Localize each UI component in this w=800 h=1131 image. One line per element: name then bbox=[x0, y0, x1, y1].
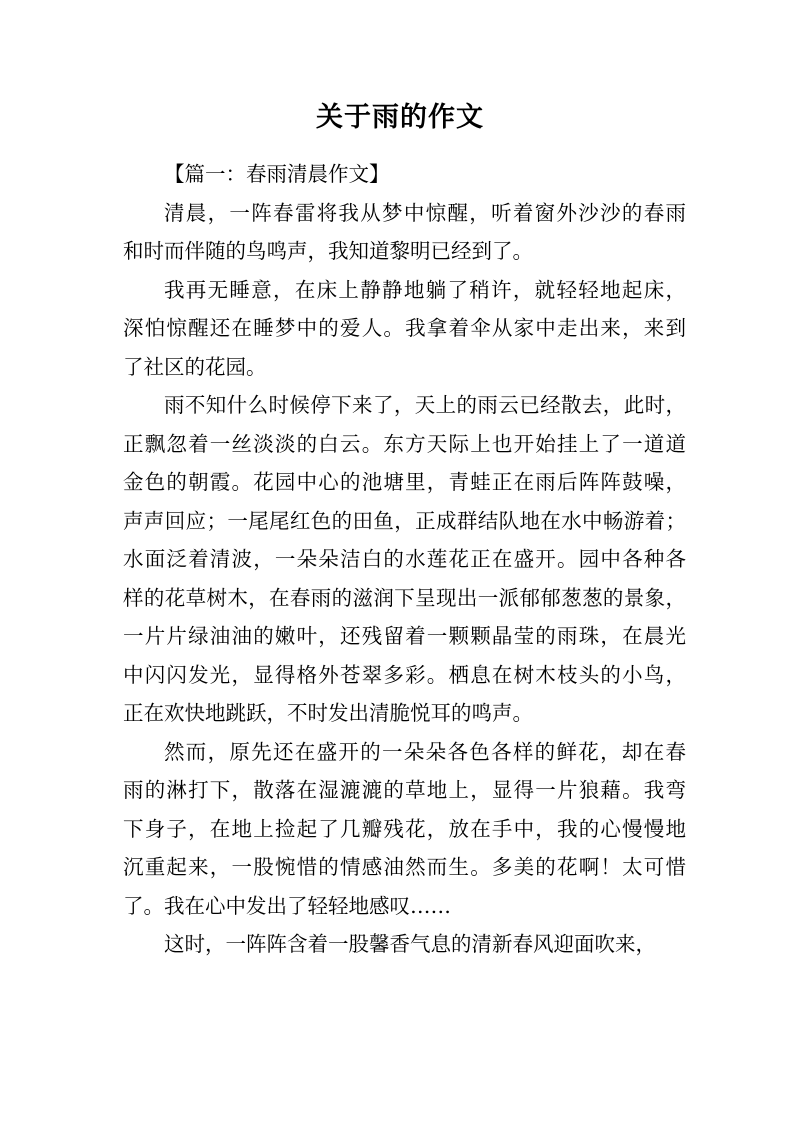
paragraph-line: 样的花草树木，在春雨的滋润下呈现出一派郁郁葱葱的景象， bbox=[123, 585, 686, 610]
paragraph-line: 我再无睡意，在床上静静地躺了稍许，就轻轻地起床， bbox=[164, 277, 686, 302]
paragraph-line: 雨不知什么时候停下来了，天上的雨云已经散去，此时， bbox=[164, 393, 686, 417]
section-heading: 【篇一：春雨清晨作文】 bbox=[164, 162, 390, 186]
paragraph-4 bbox=[123, 733, 686, 926]
paragraph-line: 一片片绿油油的嫩叶，还残留着一颗颗晶莹的雨珠，在晨光 bbox=[123, 624, 686, 648]
document-title: 关于雨的作文 bbox=[316, 102, 484, 133]
paragraph-1 bbox=[123, 194, 686, 271]
paragraph-line: 中闪闪发光，显得格外苍翠多彩。栖息在树木枝头的小鸟， bbox=[123, 662, 686, 687]
paragraph-5 bbox=[123, 925, 686, 964]
paragraph-line: 正飘忽着一丝淡淡的白云。东方天际上也开始挂上了一道道 bbox=[123, 431, 686, 456]
paragraph-line: 沉重起来，一股惋惜的情感油然而生。多美的花啊！太可惜 bbox=[123, 855, 686, 879]
paragraph-line: 和时而伴随的鸟鸣声，我知道黎明已经到了。 bbox=[123, 239, 533, 263]
paragraph-line: 了社区的花园。 bbox=[123, 354, 267, 379]
paragraph-line: 然而，原先还在盛开的一朵朵各色各样的鲜花，却在春 bbox=[164, 739, 686, 764]
paragraph-line: 雨的淋打下，散落在湿漉漉的草地上，显得一片狼藉。我弯 bbox=[123, 778, 686, 802]
paragraph-line: 了。我在心中发出了轻轻地感叹…… bbox=[123, 893, 451, 918]
paragraph-line: 下身子，在地上捡起了几瓣残花，放在手中，我的心慢慢地 bbox=[123, 816, 686, 841]
paragraph-3 bbox=[123, 386, 686, 733]
paragraph-line: 金色的朝霞。花园中心的池塘里，青蛙正在雨后阵阵鼓噪， bbox=[123, 470, 686, 494]
paragraph-line: 正在欢快地跳跃，不时发出清脆悦耳的鸣声。 bbox=[123, 701, 533, 725]
paragraph-line: 清晨，一阵春雷将我从梦中惊醒，听着窗外沙沙的春雨 bbox=[164, 200, 686, 225]
paragraph-line: 声声回应；一尾尾红色的田鱼，正成群结队地在水中畅游着； bbox=[123, 508, 686, 533]
paragraph-line: 深怕惊醒还在睡梦中的爱人。我拿着伞从家中走出来，来到 bbox=[123, 316, 686, 340]
paragraph-line: 这时，一阵阵含着一股馨香气息的清新春风迎面吹来， bbox=[164, 932, 656, 956]
paragraph-2 bbox=[123, 271, 686, 387]
document-body bbox=[123, 155, 686, 964]
paragraph-line: 水面泛着清波，一朵朵洁白的水莲花正在盛开。园中各种各 bbox=[123, 547, 686, 571]
